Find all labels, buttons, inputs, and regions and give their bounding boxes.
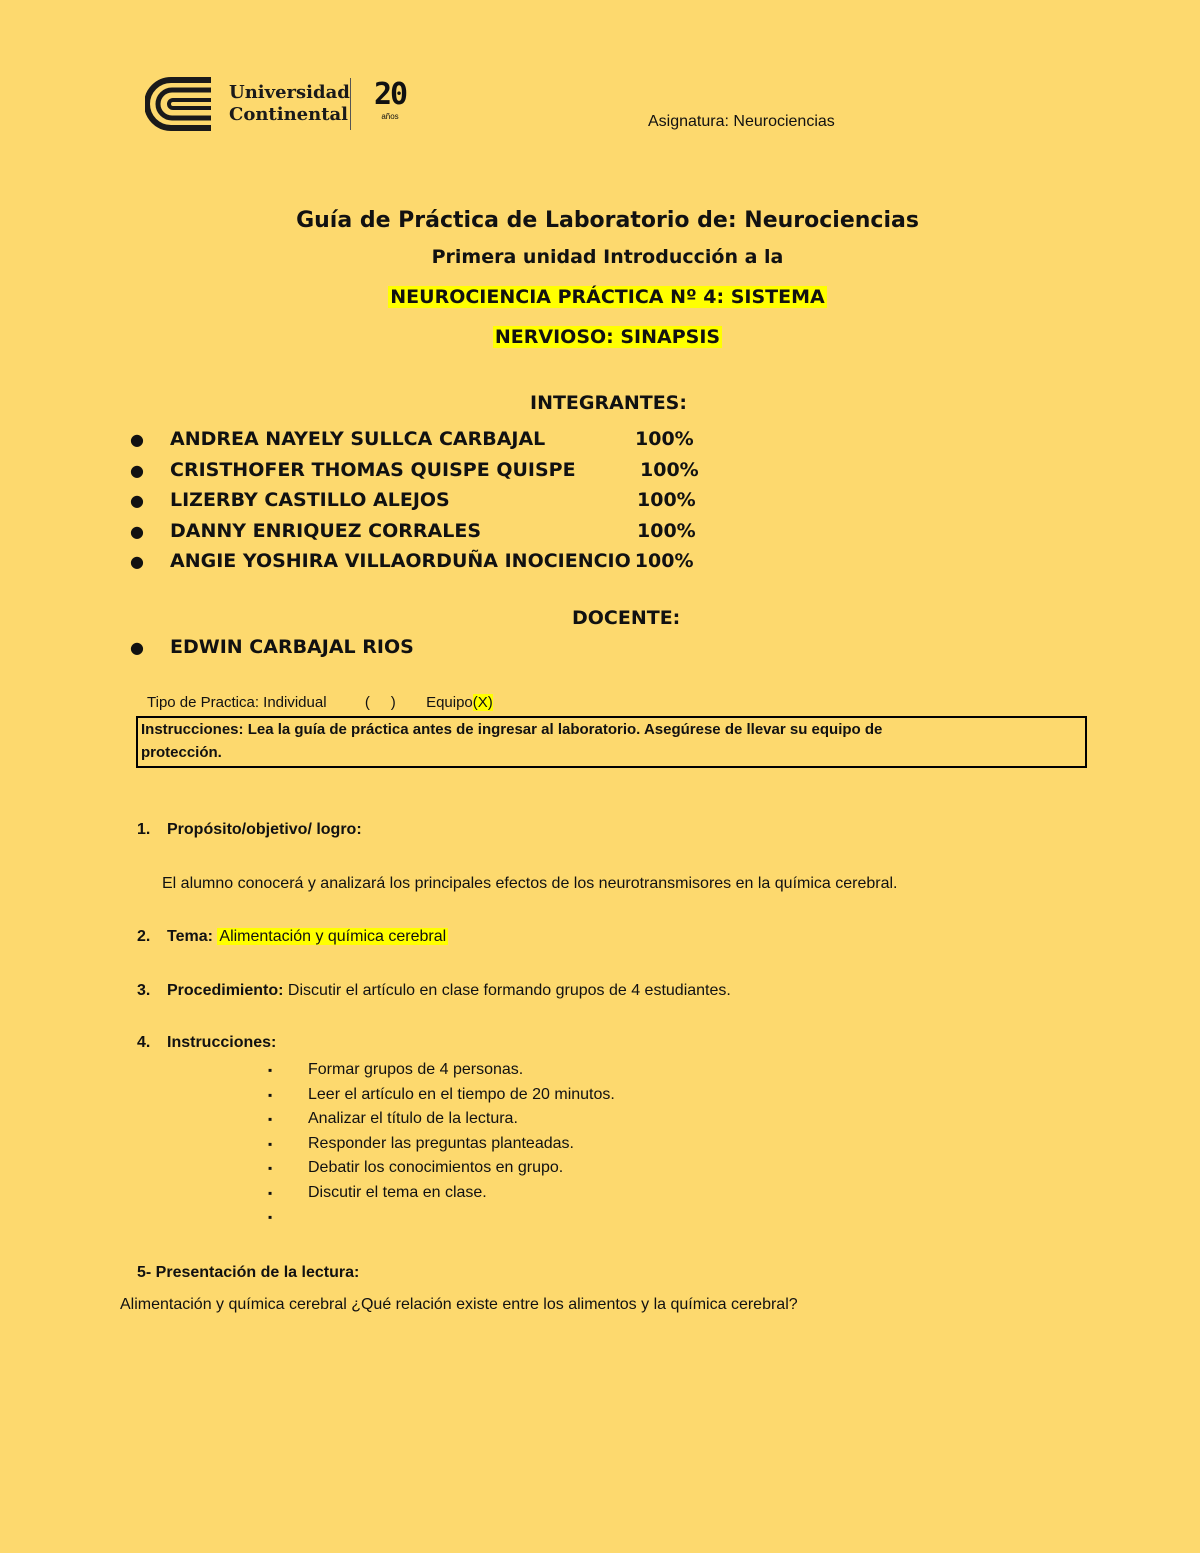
title-practice-text: NEUROCIENCIA PRÁCTICA Nº 4: SISTEMA [390,286,825,308]
instructions-line2: protección. [141,744,222,761]
section-1-title: Propósito/objetivo/ logro: [167,821,362,838]
step-text: Analizar el título de la lectura. [308,1110,518,1127]
docente-name: EDWIN CARBAJAL RIOS [170,636,414,658]
members-list [130,424,699,577]
equipo-mark: (X) [472,694,493,711]
member-pct: 100% [637,519,696,542]
list-item: ▪ Formar grupos de 4 personas. [268,1061,524,1078]
equipo-label: Equipo [426,694,473,711]
practice-type-label: Tipo de Practica: Individual [147,694,327,711]
member-pct: 100% [634,550,694,572]
member-name: LIZERBY CASTILLO ALEJOS [170,489,450,511]
list-item: ● ANGIE YOSHIRA VILLAORDUÑA INOCIENCIO 100% [130,550,694,572]
continental-logo-icon [145,76,217,132]
integrantes-heading: INTEGRANTES: [530,392,687,414]
steps-list [268,1058,615,1230]
member-name: ANGIE YOSHIRA VILLAORDUÑA INOCIENCIO [170,550,631,572]
instructions-box [136,716,1087,768]
section-2-title: Tema: [167,928,213,945]
section-number: 4. [137,1034,151,1051]
list-item: ▪ Responder las preguntas planteadas. [268,1134,574,1152]
title-topic-text: NERVIOSO: SINAPSIS [494,326,721,348]
document-title: Guía de Práctica de Laboratorio de: Neurociencias [296,208,919,233]
step-text: Debatir los conocimientos en grupo. [308,1159,564,1176]
step-text: Responder las preguntas planteadas. [308,1134,574,1152]
docente-heading: DOCENTE: [572,607,681,629]
section-3-heading [137,982,731,1000]
section-4-heading [137,1034,276,1052]
badge-number: 20 [373,77,407,112]
practice-type [147,694,493,711]
section-3-text: Discutir el artículo en clase formando grupos de 4 estudiantes. [287,982,731,999]
member-pct: 100% [640,458,699,481]
section-3-title: Procedimiento: [167,982,284,999]
section-2-heading [137,928,448,946]
logo-text-line1: Universidad [229,82,350,103]
title-topic [0,326,1200,348]
list-item: ● ANDREA NAYELY SULLCA CARBAJAL 100% [130,424,693,455]
anniversary-badge [365,78,415,122]
list-item: ● DANNY ENRIQUEZ CORRALES 100% [130,516,693,547]
member-name: ANDREA NAYELY SULLCA CARBAJAL [170,428,546,450]
instructions-line1: Instrucciones: Lea la guía de práctica antes de ingresar al laboratorio. Asegúrese de llevar su equipo de [141,721,883,738]
university-logo [145,74,420,134]
section-1-text: El alumno conocerá y analizará los principales efectos de los neurotransmisores en la química cerebral. [162,875,898,892]
list-item: ▪ Debatir los conocimientos en grupo. [268,1159,564,1176]
step-text: Discutir el tema en clase. [308,1183,487,1201]
list-item: ● CRISTHOFER THOMAS QUISPE QUISPE 100% [130,455,693,486]
list-item: ▪ Analizar el título de la lectura. [268,1110,518,1127]
section-number: 3. [137,982,151,999]
member-pct: 100% [637,489,696,511]
section-1-heading [137,821,362,839]
title-practice [0,286,1200,308]
section-2-topic: Alimentación y química cerebral [219,928,447,945]
section-4-title: Instrucciones: [167,1034,277,1051]
list-item: ▪ Discutir el tema en clase. [268,1183,487,1201]
member-name: CRISTHOFER THOMAS QUISPE QUISPE [170,458,576,481]
step-text: Formar grupos de 4 personas. [308,1061,524,1078]
section-number: 1. [137,821,151,838]
section-number: 2. [137,928,151,945]
list-item: ▪ [268,1210,273,1224]
section-5-text: Alimentación y química cerebral ¿Qué relación existe entre los alimentos y la química cerebral? [120,1296,798,1313]
list-item: ▪ Leer el artículo en el tiempo de 20 minutos. [268,1085,615,1103]
member-pct: 100% [635,428,694,450]
list-item: ● LIZERBY CASTILLO ALEJOS 100% [130,485,693,516]
step-text: Leer el artículo en el tiempo de 20 minutos. [308,1085,615,1103]
subject-label: Asignatura: Neurociencias [648,113,835,130]
badge-subtext: años [381,112,399,121]
logo-text-line2: Continental [229,104,349,125]
docente-item: ● EDWIN CARBAJAL RIOS [130,636,414,658]
section-5-heading: 5- Presentación de la lectura: [137,1264,360,1281]
title-unit: Primera unidad Introducción a la [431,246,784,268]
individual-checkbox: ( ) [364,694,396,711]
member-name: DANNY ENRIQUEZ CORRALES [170,519,482,542]
